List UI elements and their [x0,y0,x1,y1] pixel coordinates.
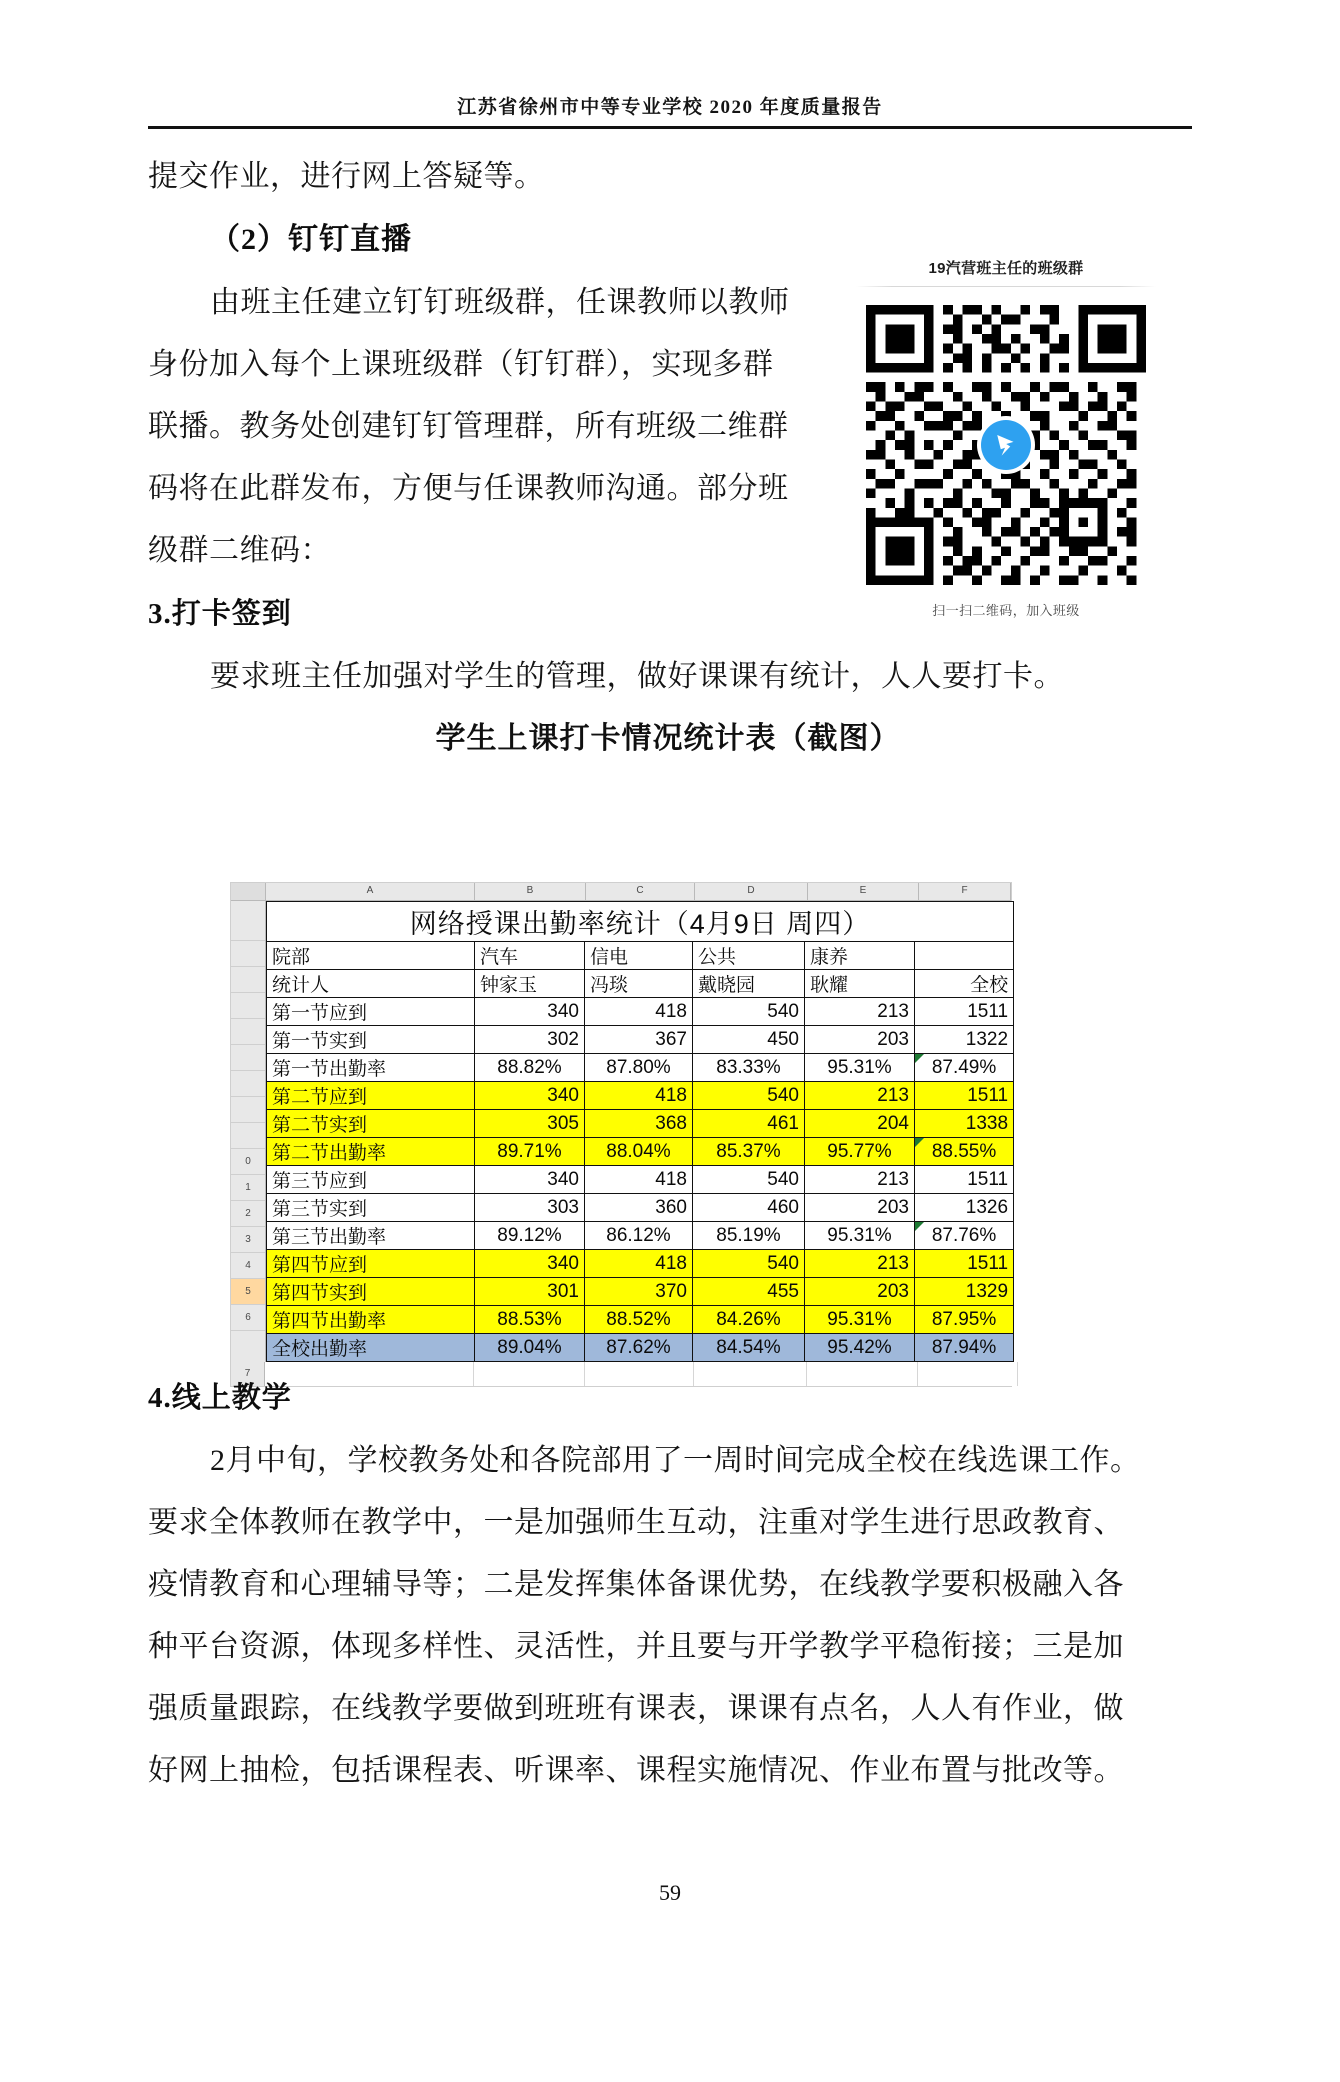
cell-total: 1329 [915,1278,1014,1306]
cell-total: 1511 [915,1250,1014,1278]
paragraph-3-line-5: 强质量跟踪，在线教学要做到班班有课表，课课有点名，人人有作业，做 [148,1692,1124,1725]
heading-section-3: 3.打卡签到 [148,598,292,630]
cell-value: 95.31% [805,1222,915,1250]
cell-label: 第三节应到 [267,1166,475,1194]
cell-label: 第二节实到 [267,1110,475,1138]
cell-value: 95.31% [805,1054,915,1082]
excel-select-all-corner[interactable] [231,883,266,900]
cell-value: 85.19% [693,1222,805,1250]
excel-column-f[interactable]: F [919,883,1011,900]
cell-value: 213 [805,1082,915,1110]
attendance-table-body [267,902,1014,1362]
running-header-title: 江苏省徐州市中等专业学校 2020 年度质量报告 [457,97,883,118]
cell-value: 302 [475,1026,585,1054]
paragraph-3-line-6: 好网上抽检，包括课程表、听课率、课程实施情况、作业布置与批改等。 [148,1754,1124,1787]
excel-grid [231,901,1011,1362]
excel-row-number[interactable] [231,941,265,967]
cell-total: 1511 [915,1166,1014,1194]
paragraph-1-line-4: 码将在此群发布，方便与任课教师沟通。部分班 [148,472,789,505]
figure-caption: 学生上课打卡情况统计表（截图） [435,722,901,755]
paragraph-3-line-1: 2月中旬，学校教务处和各院部用了一周时间完成全校在线选课工作。 [210,1444,1141,1477]
table-title: 网络授课出勤率统计（4月9日 周四） [267,902,1014,942]
cell-value: 84.26% [693,1306,805,1334]
cell-total: 1322 [915,1026,1014,1054]
cell-schoolwide-header: 全校 [915,970,1014,998]
cell-value: 203 [805,1278,915,1306]
cell-label: 第一节出勤率 [267,1054,475,1082]
cell-label: 第四节应到 [267,1250,475,1278]
cell-total: 1511 [915,998,1014,1026]
page-number: 59 [659,1880,681,1905]
cell-dept-public: 公共 [693,942,805,970]
excel-row-number[interactable]: 4 [231,1253,265,1279]
cell-dept-auto: 汽车 [475,942,585,970]
excel-row-number[interactable] [231,1045,265,1071]
table-row [267,1026,1014,1054]
paragraph-3-line-3: 疫情教育和心理辅导等；二是发挥集体备课优势，在线教学要积极融入各 [148,1568,1124,1601]
cell-value: 88.04% [585,1138,693,1166]
cell-value: 455 [693,1278,805,1306]
cell-dept-health: 康养 [805,942,915,970]
cell-value: 87.62% [585,1334,693,1362]
cell-value: 88.53% [475,1306,585,1334]
paragraph-1-line-1: 由班主任建立钉钉班级群，任课教师以教师 [210,286,790,319]
cell-value: 204 [805,1110,915,1138]
cell-value: 340 [475,1166,585,1194]
table-row [267,998,1014,1026]
cell-value: 340 [475,998,585,1026]
excel-row-number[interactable]: 6 [231,1305,265,1331]
cell-value: 340 [475,1250,585,1278]
table-row [267,1306,1014,1334]
attendance-table [266,901,1014,1362]
paragraph-1-line-3: 联播。教务处创建钉钉管理群，所有班级二维群 [148,410,789,443]
cell-value: 370 [585,1278,693,1306]
cell-value: 88.52% [585,1306,693,1334]
excel-screenshot [230,882,1012,1387]
cell-stat-info: 冯琰 [585,970,693,998]
cell-value: 95.31% [805,1306,915,1334]
cell-value: 203 [805,1026,915,1054]
table-row [267,1250,1014,1278]
cell-total: 87.49% [915,1054,1014,1082]
cell-value: 213 [805,1250,915,1278]
cell-value: 418 [585,1166,693,1194]
cell-total: 1511 [915,1082,1014,1110]
table-row [267,1138,1014,1166]
cell-value: 450 [693,1026,805,1054]
table-row [267,1110,1014,1138]
header-rule [148,126,1192,129]
table-row [267,1194,1014,1222]
cell-value: 368 [585,1110,693,1138]
cell-label: 第二节应到 [267,1082,475,1110]
cell-value: 540 [693,1250,805,1278]
heading-section-2: （2）钉钉直播 [210,223,412,256]
cell-value: 340 [475,1082,585,1110]
cell-value: 213 [805,998,915,1026]
cell-value: 360 [585,1194,693,1222]
excel-row-number[interactable] [231,1019,265,1045]
paragraph-continued: 提交作业，进行网上答疑等。 [148,160,545,193]
cell-value: 95.42% [805,1334,915,1362]
cell-dept-total [915,942,1014,970]
qr-card-title: 19汽营班主任的班级群 [928,260,1084,277]
cell-label: 第二节出勤率 [267,1138,475,1166]
table-row [267,1222,1014,1250]
excel-row-number[interactable] [231,1097,265,1123]
cell-stat-health: 耿耀 [805,970,915,998]
cell-value: 418 [585,998,693,1026]
cell-value: 418 [585,1250,693,1278]
excel-column-e[interactable]: E [808,883,919,900]
cell-total: 1326 [915,1194,1014,1222]
cell-value: 303 [475,1194,585,1222]
qr-card-caption: 扫一扫二维码，加入班级 [932,603,1080,618]
paragraph-1-line-2: 身份加入每个上课班级群（钉钉群），实现多群 [148,348,774,381]
running-header [0,92,1340,119]
excel-row-number[interactable] [231,1071,265,1097]
excel-row-number[interactable]: 1 [231,1175,265,1201]
cell-value: 89.04% [475,1334,585,1362]
cell-value: 85.37% [693,1138,805,1166]
table-row-statistician [267,970,1014,998]
cell-value: 418 [585,1082,693,1110]
cell-value: 203 [805,1194,915,1222]
excel-column-c[interactable]: C [586,883,695,900]
table-row-department [267,942,1014,970]
excel-column-a[interactable]: A [266,883,475,900]
cell-value: 84.54% [693,1334,805,1362]
cell-label: 全校出勤率 [267,1334,475,1362]
cell-total: 88.55% [915,1138,1014,1166]
cell-value: 540 [693,1166,805,1194]
cell-value: 461 [693,1110,805,1138]
excel-column-b[interactable]: B [475,883,586,900]
cell-value: 87.80% [585,1054,693,1082]
cell-dept-info: 信电 [585,942,693,970]
cell-label: 第一节应到 [267,998,475,1026]
excel-column-d[interactable]: D [695,883,808,900]
table-row [267,1166,1014,1194]
table-row [267,1278,1014,1306]
excel-row-number[interactable] [231,993,265,1019]
cell-value: 89.12% [475,1222,585,1250]
paragraph-3-line-4: 种平台资源，体现多样性、灵活性，并且要与开学教学平稳衔接；三是加 [148,1630,1124,1663]
cell-total: 1338 [915,1110,1014,1138]
cell-value: 89.71% [475,1138,585,1166]
excel-row-header-strip [231,901,266,1362]
cell-value: 367 [585,1026,693,1054]
cell-value: 540 [693,998,805,1026]
excel-row-number[interactable]: 3 [231,1227,265,1253]
table-row [267,1082,1014,1110]
cell-label: 第三节实到 [267,1194,475,1222]
excel-row-number[interactable] [231,1123,265,1149]
heading-section-4: 4.线上教学 [148,1382,292,1414]
cell-label: 第四节出勤率 [267,1306,475,1334]
cell-label: 第三节出勤率 [267,1222,475,1250]
paragraph-1-line-5: 级群二维码： [148,534,331,567]
table-row [267,1054,1014,1082]
cell-value: 213 [805,1166,915,1194]
paragraph-3-line-2: 要求全体教师在教学中，一是加强师生互动，注重对学生进行思政教育、 [148,1506,1124,1539]
cell-value: 88.82% [475,1054,585,1082]
table-row-schoolwide-total [267,1334,1014,1362]
paragraph-2: 要求班主任加强对学生的管理，做好课课有统计，人人要打卡。 [210,660,1064,693]
cell-value: 95.77% [805,1138,915,1166]
table-title-row [267,902,1014,942]
excel-row-number[interactable]: 0 [231,1149,265,1175]
cell-stat-auto: 钟家玉 [475,970,585,998]
cell-total: 87.76% [915,1222,1014,1250]
cell-total: 87.94% [915,1334,1014,1362]
cell-label: 统计人 [267,970,475,998]
cell-value: 301 [475,1278,585,1306]
excel-row-number[interactable]: 2 [231,1201,265,1227]
cell-value: 540 [693,1082,805,1110]
excel-row-number[interactable]: 5 [231,1279,265,1305]
document-body [148,146,1188,770]
excel-row-number[interactable] [231,901,265,941]
cell-stat-public: 戴晓园 [693,970,805,998]
excel-row-number[interactable]: 7 [231,1362,265,1386]
cell-value: 86.12% [585,1222,693,1250]
cell-value: 460 [693,1194,805,1222]
cell-total: 87.95% [915,1306,1014,1334]
excel-column-header-bar [231,883,1011,901]
document-body-lower [148,1366,1188,1802]
excel-row-number[interactable] [231,967,265,993]
cell-value: 305 [475,1110,585,1138]
cell-value: 83.33% [693,1054,805,1082]
cell-label: 院部 [267,942,475,970]
cell-label: 第一节实到 [267,1026,475,1054]
cell-label: 第四节实到 [267,1278,475,1306]
